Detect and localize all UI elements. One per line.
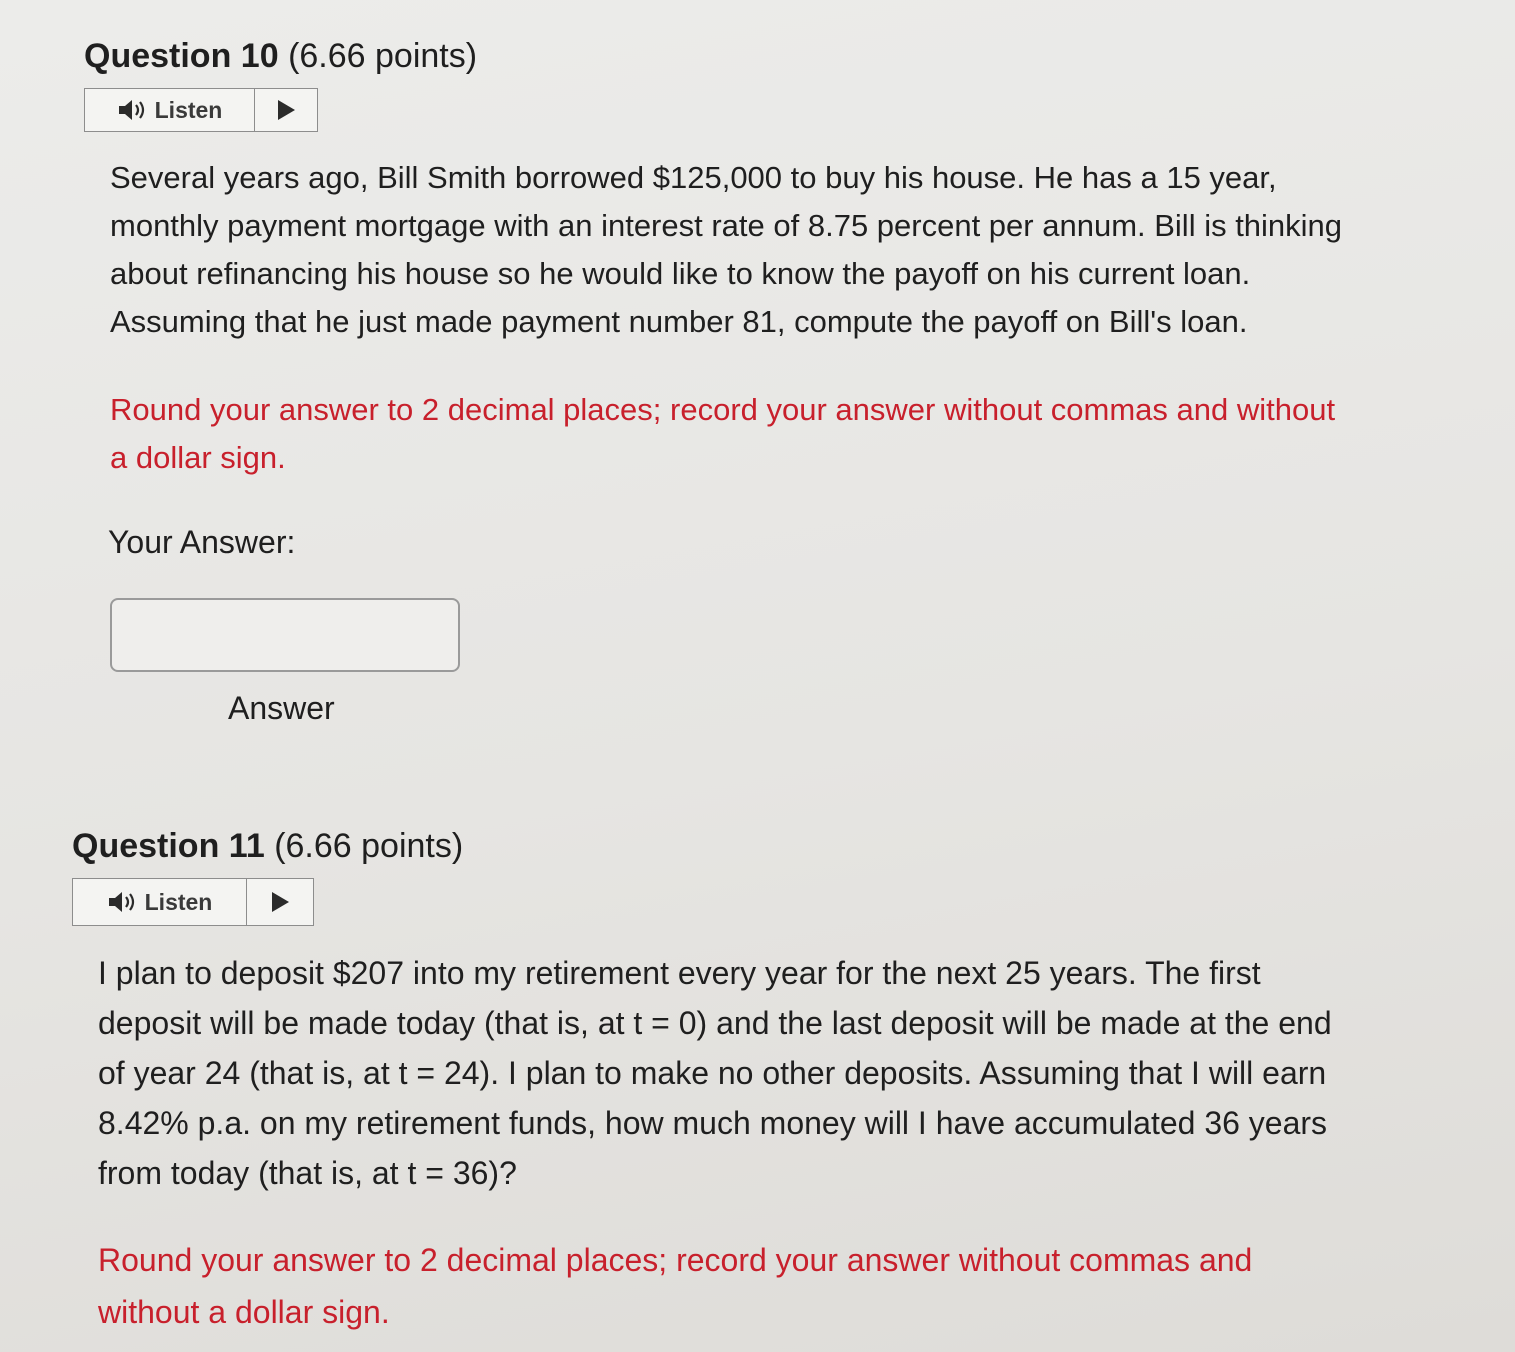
listen-label: Listen bbox=[144, 888, 213, 915]
play-icon bbox=[276, 99, 296, 121]
question-text: I plan to deposit $207 into my retirement every year for the next 25 years. The first deposit will be made today (that is, at t = 0) and the last deposit will be made at the end of year 24 (that is, at t = 24). I plan to make no other deposits. Assuming that I will earn 8.42% p.a. on my retirement funds, how much money will I have accumulated 36 years from today (that is, at t = 36)? bbox=[98, 955, 1332, 1191]
listen-toolbar bbox=[72, 878, 314, 926]
listen-toolbar bbox=[84, 88, 318, 132]
question-text: Several years ago, Bill Smith borrowed $125,000 to buy his house. He has a 15 year, monthly payment mortgage with an interest rate of 8.75 percent per annum. Bill is thinking about refinancing his house so he would like to know the payoff on his current loan. Assuming that he just made payment number 81, compute the payoff on Bill's loan. bbox=[110, 160, 1343, 339]
speaker-icon bbox=[117, 99, 149, 121]
question-points: (6.66 points) bbox=[288, 37, 478, 75]
listen-button[interactable] bbox=[85, 89, 255, 131]
listen-label: Listen bbox=[154, 96, 223, 123]
play-button[interactable] bbox=[255, 89, 317, 131]
listen-button[interactable] bbox=[73, 879, 247, 925]
question-points: (6.66 points) bbox=[274, 827, 464, 865]
question-title: Question 10 bbox=[84, 37, 279, 75]
rounding-instructions: Round your answer to 2 decimal places; record your answer without commas and without a dollar sign. bbox=[98, 1242, 1253, 1330]
play-button[interactable] bbox=[247, 879, 313, 925]
question-10 bbox=[84, 34, 1384, 728]
play-icon bbox=[270, 891, 290, 913]
your-answer-label: Your Answer: bbox=[108, 524, 296, 560]
answer-caption: Answer bbox=[228, 690, 335, 726]
question-title: Question 11 bbox=[72, 827, 265, 865]
question-11 bbox=[72, 824, 1372, 1338]
question-10-heading bbox=[84, 34, 1384, 78]
rounding-instructions: Round your answer to 2 decimal places; record your answer without commas and without a dollar sign. bbox=[110, 392, 1336, 475]
answer-input[interactable] bbox=[110, 598, 460, 672]
question-11-heading bbox=[72, 824, 1372, 868]
speaker-icon bbox=[107, 891, 139, 913]
